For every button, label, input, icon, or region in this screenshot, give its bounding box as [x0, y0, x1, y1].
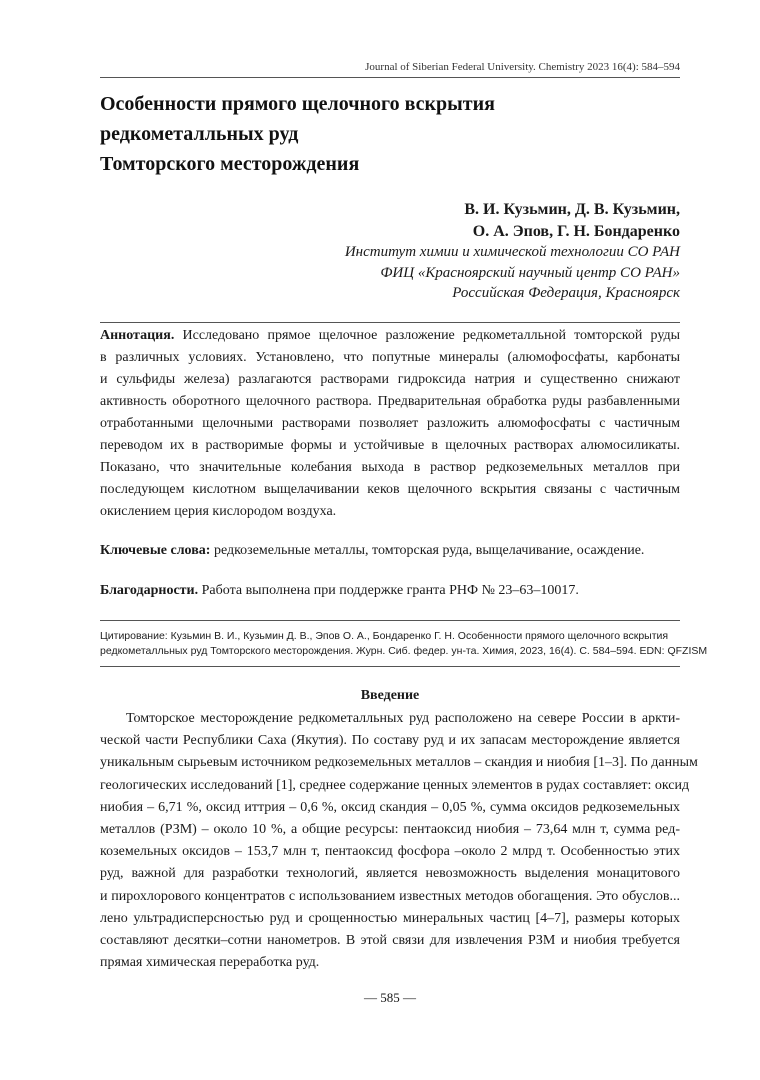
abstract-top-rule — [100, 322, 680, 323]
body-line: и пирохлорового концентратов с использованием известных методов обогащения. Это обуслов... — [100, 888, 680, 904]
section-heading: Введение — [360, 688, 420, 703]
title-line: редкометалльных руд — [100, 123, 299, 145]
citation-rule — [100, 620, 680, 621]
section-rule — [100, 666, 680, 667]
abstract-line: и сульфиды железа) разлагаются растворами гидроксида натрия и существенно снижают — [100, 372, 680, 387]
acknowledgments — [100, 580, 680, 602]
article-title — [100, 89, 680, 179]
affiliation-line: Институт химии и химической технологии СО РАН — [344, 244, 680, 260]
abstract-line: Исследовано прямое щелочное разложение редкометалльной томторской руды — [174, 328, 680, 343]
body-line: металлов (РЗМ) – около 10 %, а общие ресурсы: пентаоксид ниобия – 73,64 млн т, сумма ред- — [100, 822, 680, 838]
abstract — [100, 325, 680, 523]
abstract-label: Аннотация. — [100, 328, 175, 343]
affiliation-line: ФИЦ «Красноярский научный центр СО РАН» — [380, 264, 680, 281]
body-line: руд, важной для разработки технологий, является невозможность выделения монацитового — [100, 866, 680, 882]
body-line: лено ультрадисперсностью руд и срощенностью минеральных частиц [4–7], размеры которых — [100, 910, 680, 926]
acknowledgments-text: Работа выполнена при поддержке гранта РНФ № 23–63–10017. — [198, 583, 579, 598]
abstract-line: последующем кислотном выщелачивании кеков щелочного вскрытия связаны с частичным — [100, 482, 680, 497]
header-rule — [100, 77, 680, 78]
body-line: Томторское месторождение редкометалльных руд расположено на севере России в аркти- — [126, 711, 680, 726]
abstract-line: активность оборотного щелочного раствора. Предварительная обработка руды разбавленными — [100, 394, 680, 409]
citation — [100, 629, 708, 659]
keywords-text: редкоземельные металлы, томторская руда, выщелачивание, осаждение. — [210, 543, 645, 558]
introduction-body — [100, 708, 698, 974]
authors — [100, 199, 680, 243]
citation-line: Цитирование: Кузьмин В. И., Кузьмин Д. В., Эпов О. А., Бондаренко Г. Н. Особенности прямого щелочного вскрытия — [100, 630, 669, 642]
body-line: ниобия – 6,71 %, оксид иттрия – 0,6 %, оксид скандия – 0,05 %, сумма оксидов редкоземельных — [100, 799, 680, 815]
affiliations — [100, 242, 680, 304]
abstract-line: отработанными щелочными растворами позволяет разложить алюмофосфаты с частичным — [100, 416, 680, 431]
authors-line: В. И. Кузьмин, Д. В. Кузьмин, — [464, 201, 680, 218]
body-line: геологических исследований [1], среднее содержание ценных элементов в рудах составляет: оксид — [100, 777, 690, 793]
title-line: Особенности прямого щелочного вскрытия — [100, 93, 495, 115]
acknowledgments-label: Благодарности. — [100, 583, 199, 598]
abstract-line: в различных условиях. Установлено, что попутные минералы (алюмофосфаты, карбонаты — [100, 350, 680, 365]
page-number: — 585 — — [364, 990, 416, 1005]
authors-line: О. А. Эпов, Г. Н. Бондаренко — [472, 223, 680, 240]
keywords — [100, 540, 680, 562]
citation-line: редкометалльных руд Томторского месторождения. Журн. Сиб. федер. ун-та. Химия, 2023, 16(4). С. 584–594. EDN: QFZISM — [100, 645, 708, 657]
body-line: уникальным сырьевым источником редкоземельных металлов – скандия и ниобия [1–3]. По данным — [100, 755, 698, 771]
abstract-line: окислением церия кислородом воздуха. — [100, 504, 337, 519]
body-line: коземельных оксидов – 153,7 млн т, пентаоксид фосфора –около 2 млрд т. Особенностью этих — [100, 844, 680, 860]
body-line: ческой части Республики Саха (Якутия). По составу руд и их запасам месторождение является — [100, 733, 680, 749]
abstract-line: переводом их в растворимые формы и устойчивые в щелочных растворах алюмосиликаты. — [100, 438, 680, 453]
running-header: Journal of Siberian Federal University. Chemistry 2023 16(4): 584–594 — [365, 61, 680, 73]
affiliation-line: Российская Федерация, Красноярск — [452, 285, 680, 301]
abstract-line: Показано, что значительные колебания выхода в раствор редкоземельных металлов при — [100, 460, 680, 475]
body-line: составляют десятки–сотни нанометров. В этой связи для извлечения РЗМ и ниобия требуется — [100, 933, 680, 949]
keywords-label: Ключевые слова: — [100, 543, 211, 558]
body-line: прямая химическая переработка руд. — [100, 955, 320, 971]
title-line: Томторского месторождения — [100, 153, 360, 175]
